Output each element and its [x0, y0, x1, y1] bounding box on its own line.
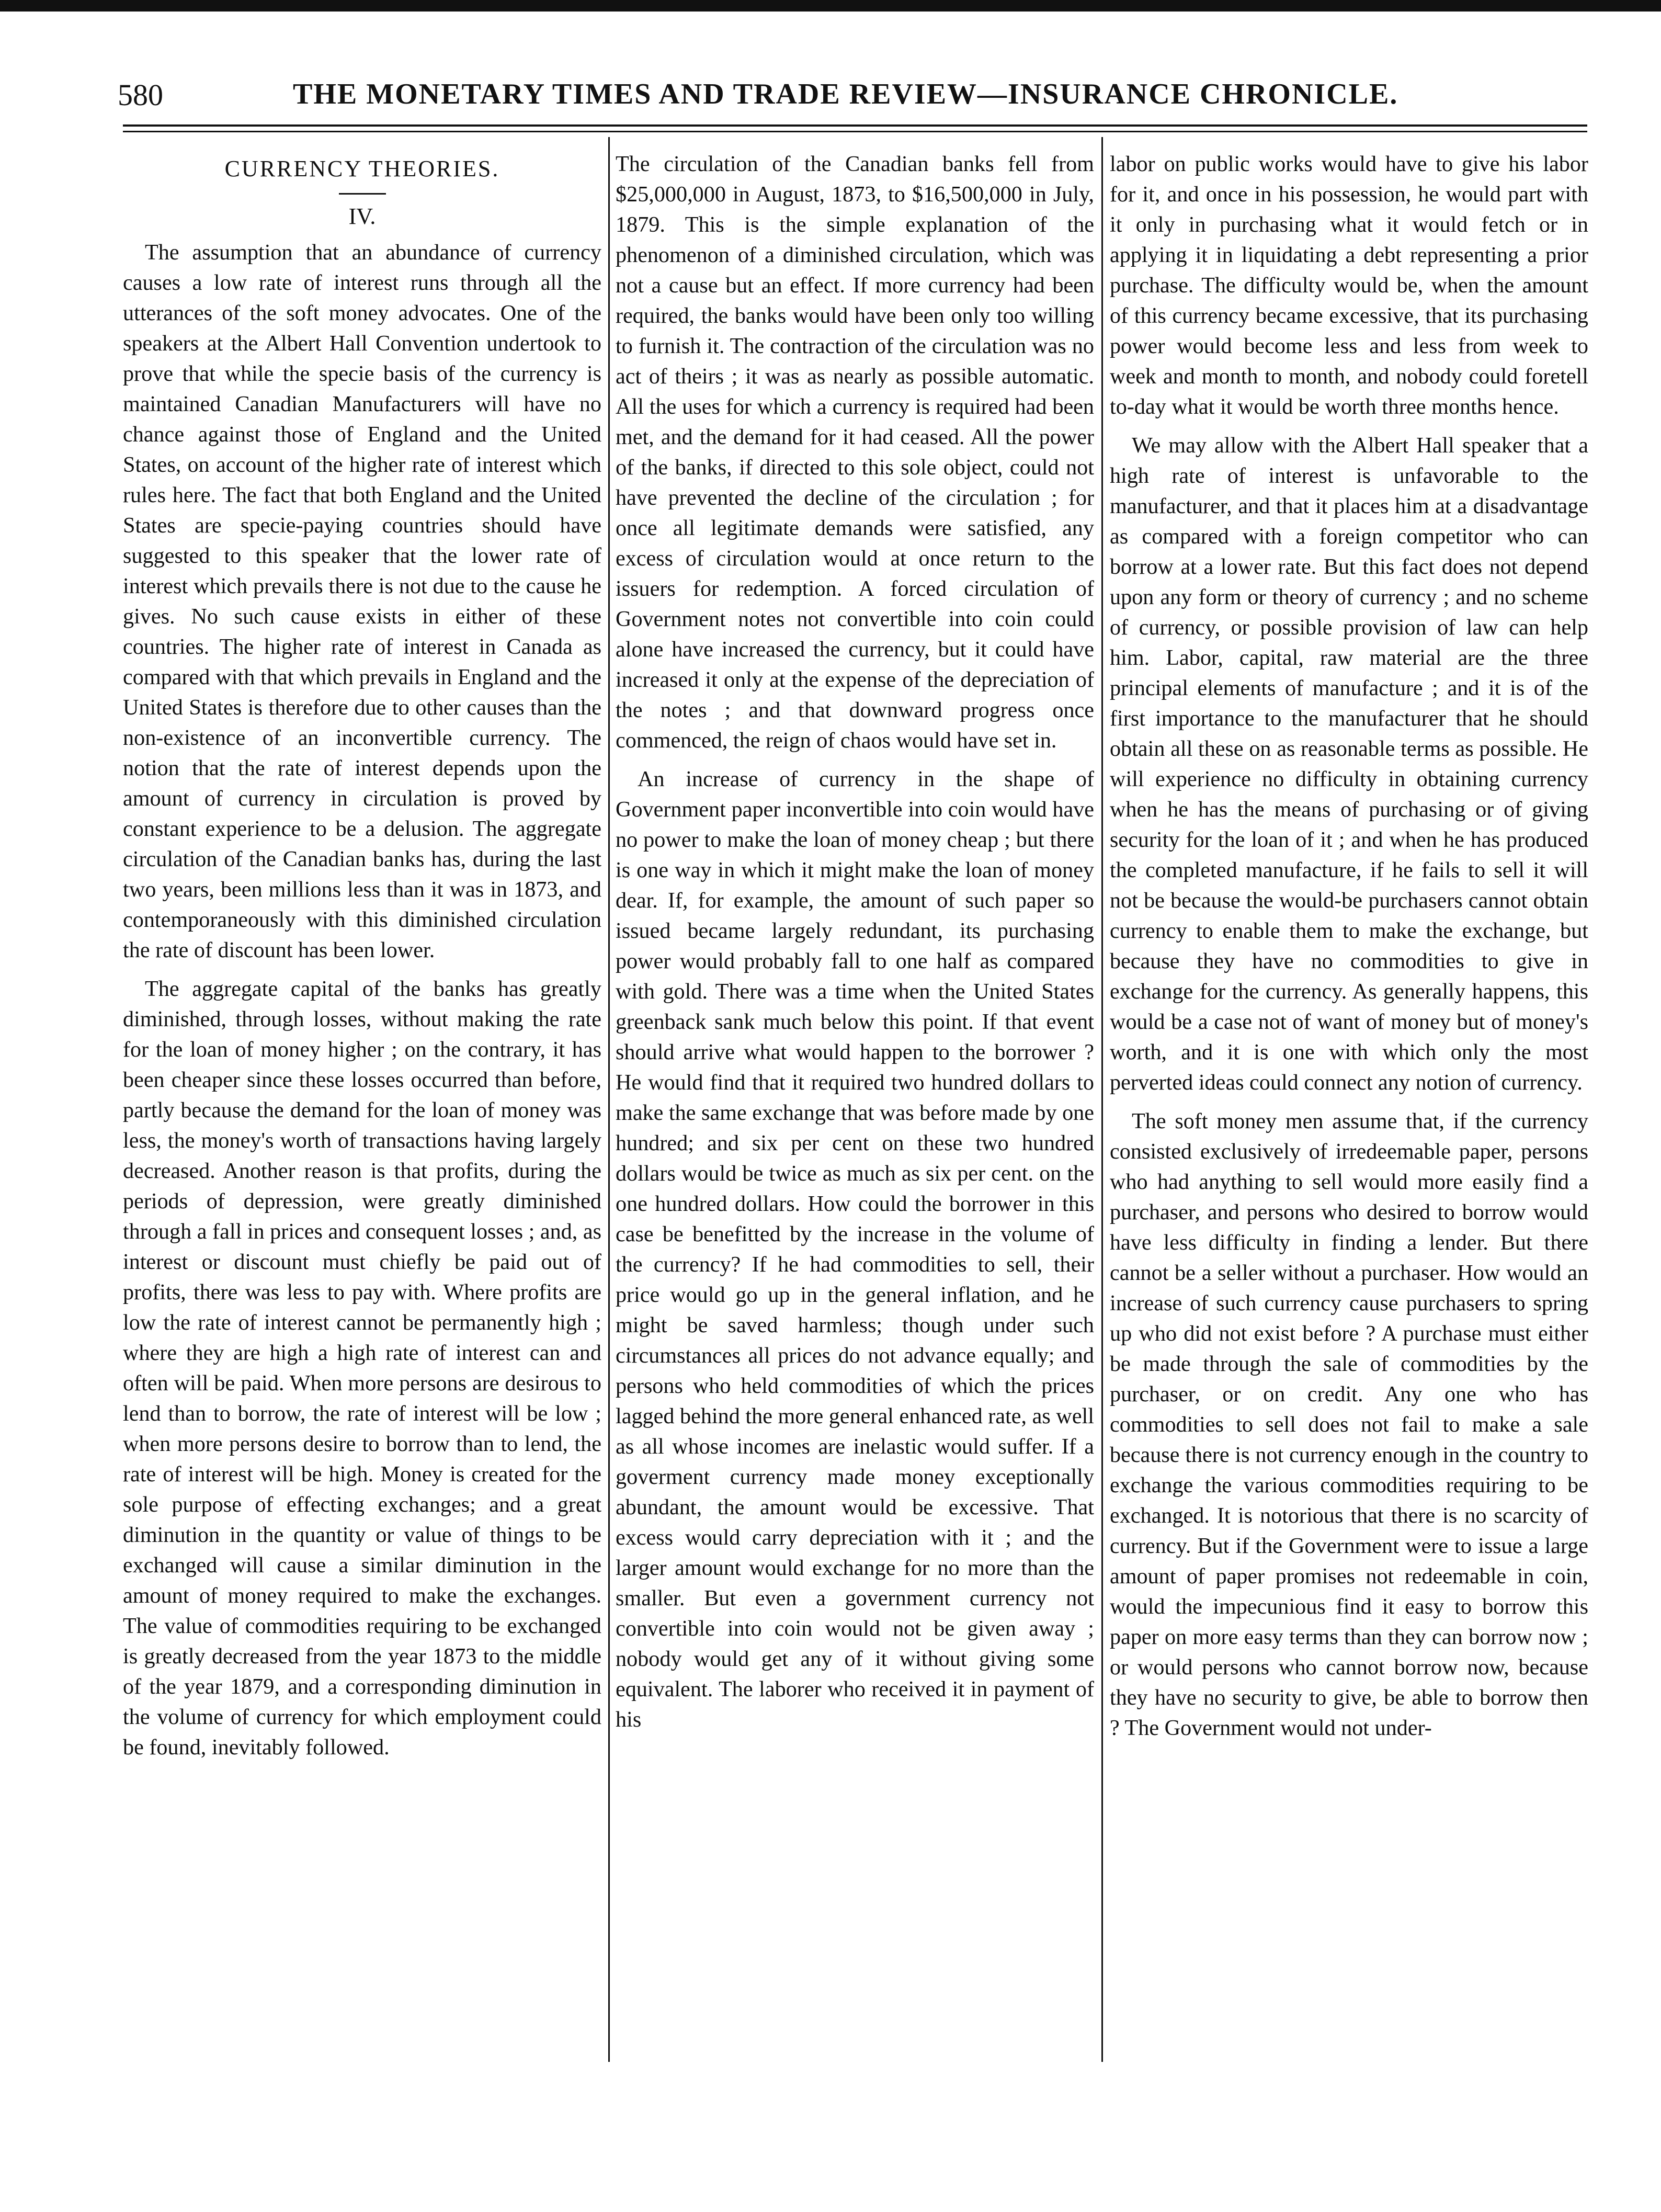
paragraph: The circulation of the Canadian banks fell from $25,000,000 in August, 1873, to $16,500,000 in July, 1879. This is the simple explanation of the phenomenon of a diminished circulation, which was not a cause but an effect. If more currency had been required, the banks would have been only too willing to furnish it. The contraction of the circulation was no act of theirs ; it was as nearly as possible automatic. All the uses for which a currency is required had been met, and the demand for it had ceased. All the power of the banks, if directed to this sole object, could not have prevented the decline of the circulation ; for once all legitimate demands were satisfied, any excess of circulation would at once return to the issuers for redemption. A forced circulation of Government notes not convertible into coin could alone have increased the currency, but it could have increased it only at the expense of the depreciation of the notes ; and that downward progress once commenced, the reign of chaos would have set in. — [616, 152, 1094, 753]
header-rule-top — [123, 124, 1587, 127]
paragraph: labor on public works would have to give his labor for it, and once in his possession, he would part with it only in purchasing what it would fetch or in applying it in liquidating a debt representing a prior purchase. The difficulty would be, when the amount of this currency became excessive, that its purchasing power would become less and less from week to week and month to month, and nobody could foretell to-day what it would be worth three months hence. — [1110, 152, 1588, 419]
column-3 — [1110, 149, 1588, 2173]
paragraph: An increase of currency in the shape of Government paper inconvertible into coin would have no power to make the loan of money cheap ; but there is one way in which it might make the loan of money dear. If, for example, the amount of such paper so issued became largely redundant, its purchasing power would probably fall to one half as compared with gold. There was a time when the United States greenback sank much below this point. If that event should arrive what would happen to the borrower ? He would find that it required two hundred dollars to make the same exchange that was before made by one hundred; and six per cent on these two hundred dollars would be twice as much as six per cent. on the one hundred dollars. How could the borrower in this case be benefitted by the increase in the volume of the currency? If he had commodities to sell, their price would go up in the general inflation, and he might be saved harmless; though under such circumstances all prices do not advance equally; and persons who held commodities of which the prices lagged behind the more general enhanced rate, as well as all whose incomes are inelastic would suffer. If a goverment currency made money exceptionally abundant, the amount would be excessive. That excess would carry depreciation with it ; and the larger amount would exchange for no more than the smaller. But even a government currency not convertible into coin would not be given away ; nobody would get any of it without giving some equivalent. The laborer who received it in payment of his — [616, 767, 1094, 1732]
article-title: CURRENCY THEORIES. — [224, 156, 500, 182]
paragraph: The assumption that an abundance of currency causes a low rate of interest runs through all the utterances of the soft money advocates. One of the speakers at the Albert Hall Convention undertook to prove that while the specie basis of the currency is maintained Canadian Manufacturers will have no chance against those of England and the United States, on account of the higher rate of interest which rules here. The fact that both England and the United States are specie-paying countries should have suggested to this speaker that the lower rate of interest which prevails there is not due to the cause he gives. No such cause exists in either of these countries. The higher rate of interest in Canada as compared with that which prevails in England and the United States is therefore due to other causes than the non-existence of an inconvertible currency. The notion that the rate of interest depends upon the amount of currency in circulation is proved by constant experience to be a delusion. The aggregate circulation of the Canadian banks has, during the last two years, been millions less than it was in 1873, and contemporaneously with this diminished circulation the rate of discount has been lower. — [123, 240, 601, 962]
top-border — [0, 0, 1661, 12]
paragraph: We may allow with the Albert Hall speaker that a high rate of interest is unfavorable to the manufacturer, and that it places him at a disadvantage as compared with a foreign competitor who can borrow at a lower rate. But this fact does not depend upon any form or theory of currency ; and no scheme of currency, or possible provision of law can help him. Labor, capital, raw material are the three principal elements of manufacture ; and it is of the first importance to the manufacturer that he should obtain all these on as reasonable terms as possible. He will experience no difficulty in obtaining currency when he has the means of purchasing or of giving security for the loan of it ; and when he has produced the completed manufacture, if he fails to sell it will not be because the would-be purchasers cannot obtain currency to enable them to make the exchange, but because they have no commodities to give in exchange for the currency. As generally happens, this would be a case not of want of money but of money's worth, and it is one with which only the most perverted ideas could connect any notion of currency. — [1110, 433, 1588, 1095]
column-1 — [123, 149, 601, 2173]
column-divider-2 — [1101, 137, 1103, 2062]
column-divider-1 — [608, 137, 610, 2062]
header-rule-bottom — [123, 131, 1587, 132]
column-2 — [616, 149, 1094, 2173]
page-number: 580 — [118, 78, 163, 112]
paragraph: The aggregate capital of the banks has greatly diminished, through losses, without making the rate for the loan of money higher ; on the contrary, it has been cheaper since these losses occurred than before, partly because the demand for the loan of money was less, the money's worth of transactions having largely decreased. Another reason is that profits, during the periods of depression, were greatly diminished through a fall in prices and consequent losses ; and, as interest or discount must chiefly be paid out of profits, there was less to pay with. Where profits are low the rate of interest cannot be permanently high ; where they are high a high rate of interest can and often will be paid. When more persons are desirous to lend than to borrow, the rate of interest will be low ; when more persons desire to borrow than to lend, the rate of interest will be high. Money is created for the sole purpose of effecting exchanges; and a great diminution in the quantity or value of things to be exchanged will cause a similar diminution in the amount of money required to make the exchanges. The value of commodities requiring to be exchanged is greatly decreased from the year 1873 to the middle of the year 1879, and a corresponding diminution in the volume of currency for which employment could be found, inevitably followed. — [123, 977, 601, 1760]
running-title: THE MONETARY TIMES AND TRADE REVIEW—INSURANCE CHRONICLE. — [293, 78, 1398, 110]
title-rule — [339, 193, 386, 195]
paragraph: The soft money men assume that, if the currency consisted exclusively of irredeemable paper, persons who had anything to sell would more easily find a purchaser, and persons who desired to borrow would have less difficulty in finding a lender. But there cannot be a seller without a purchaser. How would an increase of such currency cause purchasers to spring up who did not exist before ? A purchase must either be made through the sale of commodities by the purchaser, or on credit. Any one who has commodities to sell does not fail to make a sale because there is not currency enough in the country to exchange the various commodities requiring to be exchanged. It is notorious that there is no scarcity of currency. But if the Government were to issue a large amount of paper promises not redeemable in coin, would the impecunious find it easy to borrow this paper on more easy terms than they can borrow now ; or would persons who cannot borrow now, because they have no security to give, be able to borrow then ? The Government would not under- — [1110, 1109, 1588, 1740]
page-header — [118, 77, 1582, 124]
article-part-number: IV. — [348, 203, 376, 229]
